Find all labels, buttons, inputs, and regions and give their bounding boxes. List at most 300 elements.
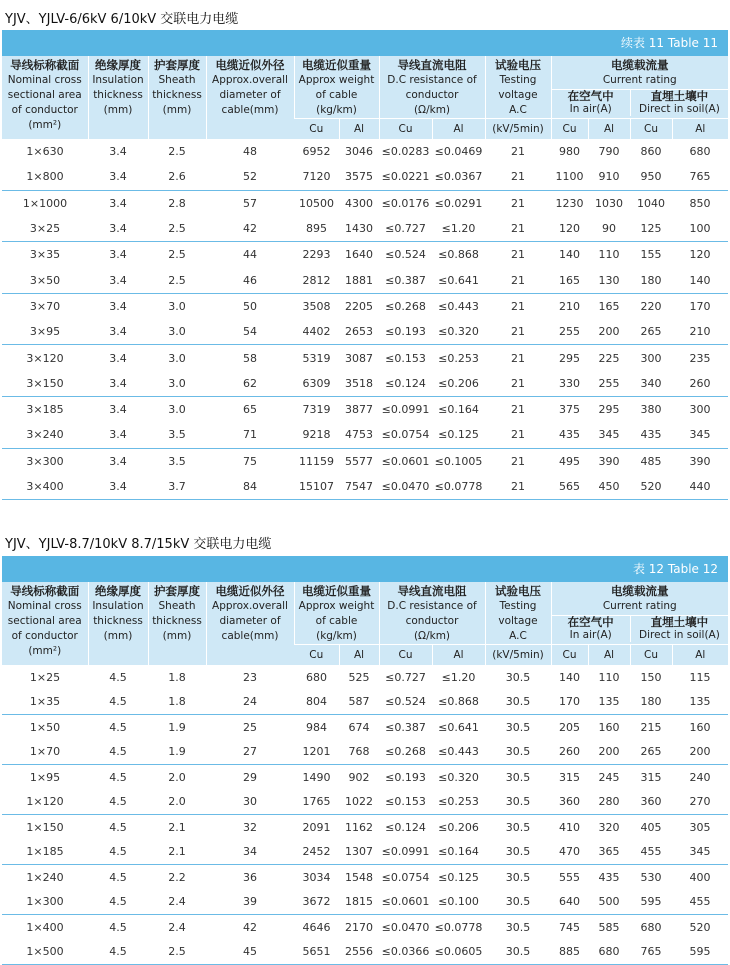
table-cell: 765	[630, 940, 672, 965]
table-cell: 375	[559, 403, 580, 417]
table-cell: 21	[485, 371, 551, 397]
table-cell: 280	[588, 790, 630, 815]
table-cell: ≤0.0605	[432, 940, 485, 965]
table-row	[2, 474, 728, 500]
table-cell: 680	[640, 920, 662, 934]
table-cell: 30.5	[485, 840, 551, 865]
table-cell: 4402	[294, 319, 339, 345]
table-cell: 3.4	[109, 454, 127, 468]
header-conductor: 导线标称截面 Nominal cross sectional area of conductor (mm²)	[2, 56, 88, 139]
table-cell: 255	[551, 319, 588, 345]
table-cell: 2452	[294, 840, 339, 865]
table-cell: 58	[243, 351, 257, 365]
header-resistance: 导线直流电阻 D.C resistance of conductor (Ω/km)	[379, 582, 485, 645]
header-diameter: 电缆近似外径 Approx.overall diameter of cable(mm)	[206, 582, 294, 665]
table-cell: 7547	[339, 474, 379, 500]
table-cell: 1×25	[29, 670, 61, 684]
table-row	[2, 715, 728, 740]
table-cell: 225	[598, 351, 620, 365]
header-res-al: Al	[432, 119, 485, 140]
table-cell: ≤0.0367	[432, 164, 485, 190]
table-cell: 45	[206, 940, 294, 965]
table-cell: 3×185	[26, 403, 64, 417]
table-cell: 21	[485, 164, 551, 190]
table-cell: 680	[306, 670, 327, 684]
table-cell: ≤0.443	[432, 740, 485, 765]
table-cell: 30.5	[505, 920, 531, 934]
header-current-rating: 电缆载流量 Current rating 在空气中 In air(A) 直埋土壤中 Direct in soil(A)	[551, 582, 728, 645]
table-cell: ≤0.0291	[434, 196, 483, 210]
table-cell: 135	[588, 690, 630, 715]
table-cell: ≤0.193	[379, 319, 432, 345]
table-cell: 62	[206, 371, 294, 397]
table-cell: 804	[294, 690, 339, 715]
table-cell: 21	[511, 299, 525, 313]
table-cell: 315	[640, 770, 662, 784]
table-cell: 240	[689, 770, 711, 784]
table-cell: 2170	[345, 920, 373, 934]
table-cell: 7120	[294, 164, 339, 190]
table-cell: ≤0.1005	[434, 454, 483, 468]
table-cell: 595	[672, 940, 728, 965]
table-cell: ≤0.0754	[379, 422, 432, 448]
table-cell: 390	[598, 454, 620, 468]
header-weight-cu: Cu	[294, 645, 339, 666]
table-row	[2, 293, 728, 319]
table-cell: 140	[559, 248, 580, 262]
table-cell: 2.5	[148, 940, 206, 965]
table-cell: 71	[206, 422, 294, 448]
table-cell: 525	[348, 670, 370, 684]
table-cell: 3.4	[109, 145, 127, 159]
table-cell: 57	[243, 196, 257, 210]
table-cell: 3.4	[109, 196, 127, 210]
table-cell: 30.5	[485, 790, 551, 815]
table-cell: 52	[206, 164, 294, 190]
table-cell: ≤0.0470	[381, 920, 430, 934]
table-cell: 530	[640, 870, 662, 884]
table-cell: 1100	[551, 164, 588, 190]
table-cell: 34	[206, 840, 294, 865]
table-cell: 3×35	[29, 248, 61, 262]
table-cell: ≤0.0601	[379, 890, 432, 915]
table-cell: ≤0.727	[379, 216, 432, 242]
table-cell: 2812	[294, 267, 339, 293]
table-cell: 1×35	[2, 690, 88, 715]
table-cell: 435	[598, 870, 620, 884]
header-weight: 电缆近似重量 Approx weight of cable (kg/km)	[294, 582, 379, 645]
header-sheath: 护套厚度 Sheath thickness (mm)	[148, 56, 206, 139]
table-cell: 4.5	[88, 740, 148, 765]
table-cell: ≤0.0176	[381, 196, 430, 210]
table-row	[2, 190, 728, 216]
table-row	[2, 815, 728, 840]
table-cell: 9218	[294, 422, 339, 448]
table-cell: 265	[630, 740, 672, 765]
table-cell: 500	[588, 890, 630, 915]
table-cell: 215	[640, 720, 662, 734]
header-soil-cu: Cu	[630, 119, 672, 140]
table-cell: ≤0.0991	[379, 840, 432, 865]
table-cell: 1640	[345, 248, 373, 262]
table-cell: 360	[551, 790, 588, 815]
table-row	[2, 242, 728, 268]
table-cell: 30.5	[485, 890, 551, 915]
table-cell: 150	[640, 670, 662, 684]
table-cell: 3×95	[2, 319, 88, 345]
table-cell: 2653	[339, 319, 379, 345]
table-cell: 140	[672, 267, 728, 293]
table-cell: 3.7	[148, 474, 206, 500]
table-cell: 345	[672, 422, 728, 448]
table-cell: ≤0.0221	[379, 164, 432, 190]
table-cell: ≤0.0991	[381, 403, 430, 417]
table-cell: 470	[551, 840, 588, 865]
table-cell: 345	[672, 840, 728, 865]
table-cell: 155	[640, 248, 662, 262]
table-cell: 2205	[345, 299, 373, 313]
table-cell: 2.5	[168, 145, 186, 159]
table-cell: 21	[511, 454, 525, 468]
table-row	[2, 915, 728, 940]
table-cell: 21	[485, 422, 551, 448]
table-cell: 1×95	[29, 770, 61, 784]
table-cell: 2.2	[168, 870, 186, 884]
table-cell: 4.5	[88, 840, 148, 865]
table-cell: 32	[243, 820, 257, 834]
table-cell: 90	[588, 216, 630, 242]
table-cell: 555	[559, 870, 580, 884]
header-conductor: 导线标称截面 Nominal cross sectional area of conductor (mm²)	[2, 582, 88, 665]
table-cell: ≤0.443	[438, 299, 479, 313]
table-cell: 1×630	[26, 145, 64, 159]
table-cell: 4.5	[109, 870, 127, 884]
table-cell: ≤0.727	[385, 670, 426, 684]
table-cell: 3.4	[109, 248, 127, 262]
table-cell: 1490	[302, 770, 331, 784]
section-title-table-12: YJV、YJLV-8.7/10kV 8.7/15kV 交联电力电缆	[5, 537, 272, 552]
table-cell: 745	[559, 920, 580, 934]
table-cell: ≤0.524	[385, 248, 426, 262]
table-cell: 265	[630, 319, 672, 345]
table-cell: 2091	[302, 820, 331, 834]
table-cell: ≤0.868	[438, 248, 479, 262]
table-cell: 315	[559, 770, 580, 784]
table-cell: 410	[559, 820, 580, 834]
header-test-voltage: 试验电压 Testing voltage A.C	[485, 582, 551, 645]
header-weight-al: Al	[339, 119, 379, 140]
table-cell: 885	[551, 940, 588, 965]
table-cell: 21	[511, 145, 525, 159]
table-cell: 11159	[299, 454, 334, 468]
table-cell: 115	[689, 670, 711, 684]
table-cell: ≤0.206	[438, 820, 479, 834]
table-cell: 2.5	[168, 248, 186, 262]
table-cell: 2.1	[168, 820, 186, 834]
table-row	[2, 690, 728, 715]
table-cell: 950	[630, 164, 672, 190]
table-cell: 210	[559, 299, 580, 313]
table-cell: 1430	[339, 216, 379, 242]
table-cell: 850	[689, 196, 711, 210]
table-cell: ≤0.124	[379, 371, 432, 397]
table-cell: 30.5	[485, 740, 551, 765]
table-cell: 44	[243, 248, 257, 262]
table-cell: 30	[206, 790, 294, 815]
table-cell: 4.5	[88, 790, 148, 815]
table-row	[2, 139, 728, 164]
table-cell: 84	[206, 474, 294, 500]
table-cell: 3.4	[88, 474, 148, 500]
table-row	[2, 765, 728, 790]
table-cell: 21	[485, 319, 551, 345]
table-cell: 980	[559, 145, 580, 159]
table-cell: 1×120	[2, 790, 88, 815]
table-row	[2, 865, 728, 890]
table-cell: ≤0.125	[438, 870, 479, 884]
table-tag: 表 12 Table 12	[2, 556, 728, 582]
table-cell: 1×240	[26, 870, 64, 884]
table-cell: 2.5	[148, 267, 206, 293]
table-cell: 260	[672, 371, 728, 397]
table-cell: ≤0.268	[379, 740, 432, 765]
table-cell: 21	[485, 267, 551, 293]
table-cell: 640	[551, 890, 588, 915]
table-row	[2, 665, 728, 690]
header-resistance: 导线直流电阻 D.C resistance of conductor (Ω/km)	[379, 56, 485, 119]
table-row	[2, 267, 728, 293]
table-cell: 345	[588, 422, 630, 448]
table-cell: 300	[640, 351, 662, 365]
table-cell: 340	[630, 371, 672, 397]
table-cell: 200	[588, 319, 630, 345]
table-cell: 75	[243, 454, 257, 468]
table-cell: 2.1	[148, 840, 206, 865]
table-cell: ≤0.153	[379, 790, 432, 815]
table-cell: 30.5	[505, 870, 531, 884]
table-cell: 110	[598, 670, 620, 684]
table-cell: 984	[306, 720, 327, 734]
table-row	[2, 319, 728, 345]
table-cell: ≤0.641	[438, 720, 479, 734]
header-test-voltage: 试验电压 Testing voltage A.C	[485, 56, 551, 119]
table-cell: 3.4	[109, 351, 127, 365]
table-cell: 1.8	[148, 690, 206, 715]
table-row	[2, 345, 728, 371]
table-cell: 1×185	[2, 840, 88, 865]
table-cell: 3.0	[168, 299, 186, 313]
table-cell: 130	[588, 267, 630, 293]
table-cell: 30.5	[505, 720, 531, 734]
table-cell: 10500	[299, 196, 334, 210]
table-cell: 3034	[302, 870, 331, 884]
table-cell: ≤0.0469	[434, 145, 483, 159]
header-insulation: 绝缘厚度 Insulation thickness (mm)	[88, 56, 148, 139]
table-cell: 860	[640, 145, 662, 159]
table-cell: 170	[689, 299, 711, 313]
table-cell: 3.4	[88, 267, 148, 293]
table-tag: 续表 11 Table 11	[2, 30, 728, 56]
table-cell: 200	[672, 740, 728, 765]
header-diameter: 电缆近似外径 Approx.overall diameter of cable(mm)	[206, 56, 294, 139]
table-cell: 3.4	[88, 422, 148, 448]
header-air-cu: Cu	[551, 645, 588, 666]
table-cell: 21	[485, 216, 551, 242]
table-row	[2, 422, 728, 448]
data-table	[2, 582, 728, 965]
table-cell: 5577	[345, 454, 373, 468]
table-cell: 440	[672, 474, 728, 500]
table-cell: 24	[206, 690, 294, 715]
table-cell: 4646	[302, 920, 331, 934]
header-soil-cu: Cu	[630, 645, 672, 666]
table-cell: 160	[689, 720, 711, 734]
table-cell: 160	[598, 720, 620, 734]
table-cell: 29	[243, 770, 257, 784]
table-cell: 165	[598, 299, 620, 313]
table-cell: 2.0	[168, 770, 186, 784]
table-cell: 3×240	[2, 422, 88, 448]
table-cell: 3877	[345, 403, 373, 417]
table-cell: 65	[243, 403, 257, 417]
table-cell: 4.5	[109, 820, 127, 834]
header-air-al: Al	[588, 645, 630, 666]
table-cell: 4.5	[88, 940, 148, 965]
table-cell: 3.5	[148, 422, 206, 448]
table-cell: ≤0.0778	[432, 474, 485, 500]
table-cell: 1×800	[2, 164, 88, 190]
table-cell: ≤0.164	[438, 403, 479, 417]
table-cell: 255	[588, 371, 630, 397]
header-air-cu: Cu	[551, 119, 588, 140]
table-cell: ≤1.20	[432, 216, 485, 242]
table-cell: 3.4	[88, 371, 148, 397]
table-cell: 585	[598, 920, 620, 934]
table-row	[2, 790, 728, 815]
table-cell: 405	[640, 820, 662, 834]
table-cell: 27	[206, 740, 294, 765]
table-cell: ≤0.153	[385, 351, 426, 365]
table-cell: 4.5	[109, 920, 127, 934]
header-res-al: Al	[432, 645, 485, 666]
table-cell: 50	[243, 299, 257, 313]
header-current-rating: 电缆载流量 Current rating 在空气中 In air(A) 直埋土壤中 Direct in soil(A)	[551, 56, 728, 119]
header-weight: 电缆近似重量 Approx weight of cable (kg/km)	[294, 56, 379, 119]
table-cell: 1307	[339, 840, 379, 865]
table-cell: 320	[598, 820, 620, 834]
table-cell: 330	[551, 371, 588, 397]
table-cell: 680	[588, 940, 630, 965]
table-cell: 135	[672, 690, 728, 715]
table-cell: ≤0.206	[432, 371, 485, 397]
table-cell: 2.4	[168, 920, 186, 934]
table-cell: 165	[551, 267, 588, 293]
table-cell: 3.4	[88, 164, 148, 190]
header-insulation: 绝缘厚度 Insulation thickness (mm)	[88, 582, 148, 665]
table-cell: 6309	[294, 371, 339, 397]
table-cell: 7319	[302, 403, 331, 417]
table-cell: ≤0.387	[385, 720, 426, 734]
table-11	[2, 30, 728, 500]
table-cell: 180	[630, 267, 672, 293]
table-cell: 245	[598, 770, 620, 784]
table-cell: 220	[640, 299, 662, 313]
table-cell: 4.5	[109, 770, 127, 784]
table-cell: 2.5	[148, 216, 206, 242]
table-cell: 15107	[294, 474, 339, 500]
table-cell: ≤0.387	[379, 267, 432, 293]
table-cell: 1.9	[148, 740, 206, 765]
table-cell: ≤0.125	[432, 422, 485, 448]
table-cell: ≤0.164	[432, 840, 485, 865]
table-cell: 4.5	[88, 890, 148, 915]
table-cell: 48	[243, 145, 257, 159]
table-cell: 768	[339, 740, 379, 765]
table-cell: ≤0.253	[438, 351, 479, 365]
table-cell: 46	[206, 267, 294, 293]
table-body	[2, 665, 728, 965]
table-cell: 21	[511, 403, 525, 417]
table-cell: 305	[689, 820, 711, 834]
table-cell: 1881	[339, 267, 379, 293]
table-cell: 2.4	[148, 890, 206, 915]
table-cell: 1×400	[26, 920, 64, 934]
table-cell: 3.4	[109, 299, 127, 313]
header-sheath: 护套厚度 Sheath thickness (mm)	[148, 582, 206, 665]
table-cell: 2293	[302, 248, 331, 262]
table-cell: ≤0.868	[432, 690, 485, 715]
table-cell: 170	[551, 690, 588, 715]
table-cell: 1162	[345, 820, 373, 834]
table-cell: 25	[243, 720, 257, 734]
table-cell: 485	[640, 454, 662, 468]
table-cell: 3.0	[148, 319, 206, 345]
header-res-cu: Cu	[379, 119, 432, 140]
table-cell: 902	[348, 770, 370, 784]
table-cell: 1.9	[168, 720, 186, 734]
table-cell: 1548	[345, 870, 373, 884]
table-cell: 435	[630, 422, 672, 448]
table-row	[2, 371, 728, 397]
table-row	[2, 740, 728, 765]
table-cell: 23	[243, 670, 257, 684]
table-cell: 30.5	[505, 770, 531, 784]
table-cell: 180	[630, 690, 672, 715]
table-cell: ≤0.0470	[379, 474, 432, 500]
table-cell: ≤0.268	[385, 299, 426, 313]
table-cell: 205	[559, 720, 580, 734]
table-cell: 400	[689, 870, 711, 884]
table-cell: 120	[551, 216, 588, 242]
section-title-table-11: YJV、YJLV-6/6kV 6/10kV 交联电力电缆	[5, 12, 239, 27]
table-cell: 3.0	[168, 403, 186, 417]
table-cell: 5319	[302, 351, 331, 365]
table-cell: 2.0	[148, 790, 206, 815]
table-cell: ≤0.0601	[381, 454, 430, 468]
table-cell: 210	[672, 319, 728, 345]
table-cell: 21	[485, 474, 551, 500]
table-cell: 1×70	[2, 740, 88, 765]
table-cell: 1201	[294, 740, 339, 765]
table-cell: ≤0.0778	[434, 920, 483, 934]
header-air-al: Al	[588, 119, 630, 140]
header-voltage-unit: (kV/5min)	[485, 119, 551, 140]
table-cell: 1×500	[2, 940, 88, 965]
table-cell: 4753	[339, 422, 379, 448]
table-cell: 2.8	[168, 196, 186, 210]
table-row	[2, 890, 728, 915]
table-cell: 390	[689, 454, 711, 468]
